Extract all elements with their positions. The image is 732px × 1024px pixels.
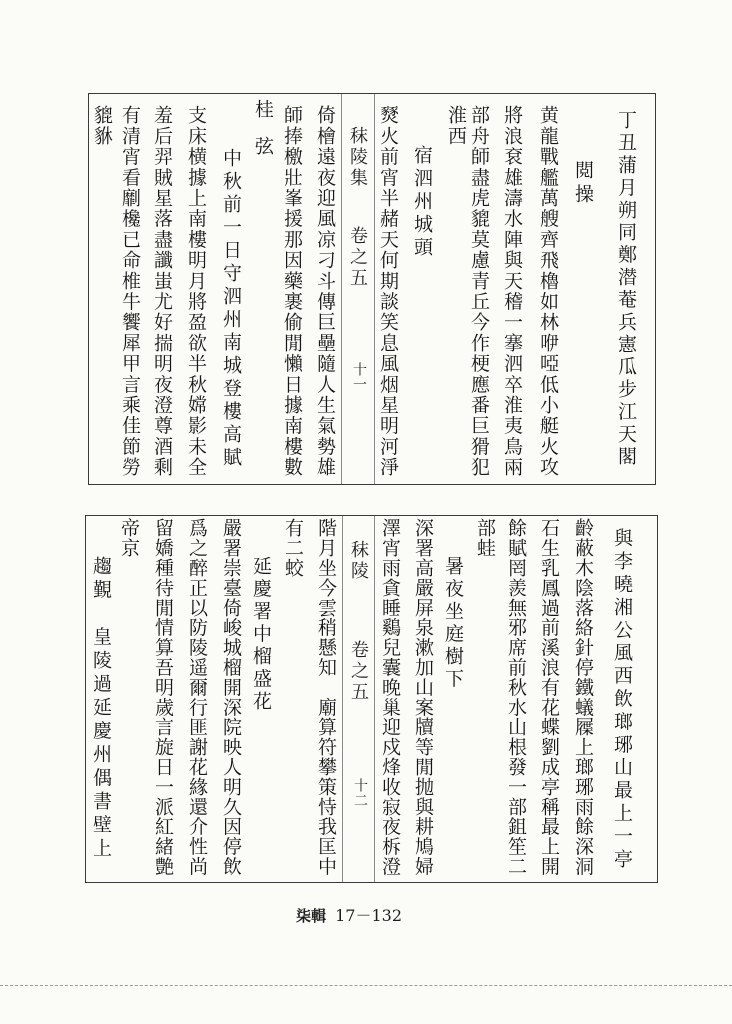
text-column: 階月坐今雲稍懸知 廟算符攀策恃我匡中 [315,518,337,877]
text-column: 爲之醉正以防陵遥爾行匪謝花緣還介性尚 [186,518,208,877]
margin-volume: 卷之五 [347,226,368,289]
text-column: 餘賦罔羨無邪席前秋水山根發一部鉏笙二 [505,518,527,877]
text-column: 嚴署崇臺倚峻城榴開深院映人明久因停飲 [220,518,242,877]
text-column: 石生乳鳳過前溪浪有花蝶劉成亭稱最上開 [538,518,560,877]
text-column: 帝京 [118,518,140,558]
tune-name-column: 桂弦 [252,99,274,173]
text-column: 深署高嚴屏泉漱加山案牘等閒抛與耕鳩婦 [412,518,434,877]
margin-volume: 卷之五 [348,640,369,703]
text-column: 支床横據上南樓明月將盈欲半秋嫦影未全 [185,105,207,478]
text-column: 倚檜遠夜迎風凉刁斗傳巨壘隨人生氣勢雄 [314,105,336,478]
poem-title-column: 與李曉湘公風西飲瑯琊山最上一亭 [611,528,633,872]
margin-page-number: 十一 [351,362,367,392]
text-column: 師捧檄壯峯援那因藥裹偷閒懶日據南樓數 [281,105,303,478]
poem-title-column: 延慶署中榴盛花 [250,556,272,714]
poem-title-column: 閲操 [572,160,594,208]
lower-fold-line-right [374,516,375,882]
text-column: 留嬌種待閒情算吾明歲言旋日一派紅緒艶 [152,518,174,877]
text-column: 羞后羿賊星落盡讖蚩尤好揣明夜澄尊酒剩 [151,105,173,478]
text-column: 部舟師盡虎貔莫慮青丘今作梗應番巨猾犯 [468,105,490,478]
margin-book-title: 秣陵 [348,540,369,582]
upper-fold-line-right [374,94,375,484]
text-column: 澤宵雨貪睡鷄兒囊晚巢迎戍烽收寂夜柝澄 [379,518,401,877]
margin-page-number: 十二 [352,778,368,808]
text-column: 有二蛟 [282,518,304,578]
footer-collection: 柒輯 [296,907,327,925]
text-column: 燹火前宵半赭天何期談笑息風烟星明河淨 [377,105,399,478]
page-footer [296,903,416,927]
poem-title-column: 暑夜坐庭樹下 [442,556,464,691]
poem-title-column: 趨覲 皇陵過延慶州偶書壁上 [90,556,112,862]
text-column: 部蛙 [474,518,496,558]
margin-book-title: 秣陵集 [347,126,368,189]
text-column: 黄龍戰艦萬艘齊飛櫓如林咿啞低小艇火攻 [537,105,559,478]
scan-edge-line [0,985,732,986]
footer-page-ref: 17－132 [335,906,403,925]
text-column: 貔貅 [91,105,113,147]
poem-title-column: 丁丑蒲月朔同鄭潜菴兵憲瓜步江天閣 [615,110,637,469]
poem-title-column: 宿泗州城頭 [411,145,433,260]
text-column: 將浪袞雄濤水陣與天稽一搴泗卒淮夷鳥兩 [501,105,523,478]
text-column: 齡蔽木陰落絡針停鐵蟻屧上瑯琊雨餘深洞 [572,518,594,877]
text-column: 淮西 [445,105,467,147]
upper-fold-line-left [341,94,342,484]
text-column: 有清宵看劘欃已命椎牛饗犀甲言乘佳節勞 [119,105,141,478]
lower-fold-line-left [342,516,343,882]
poem-title-column: 中秋前一日守泗州南城登樓高賦 [220,148,242,470]
